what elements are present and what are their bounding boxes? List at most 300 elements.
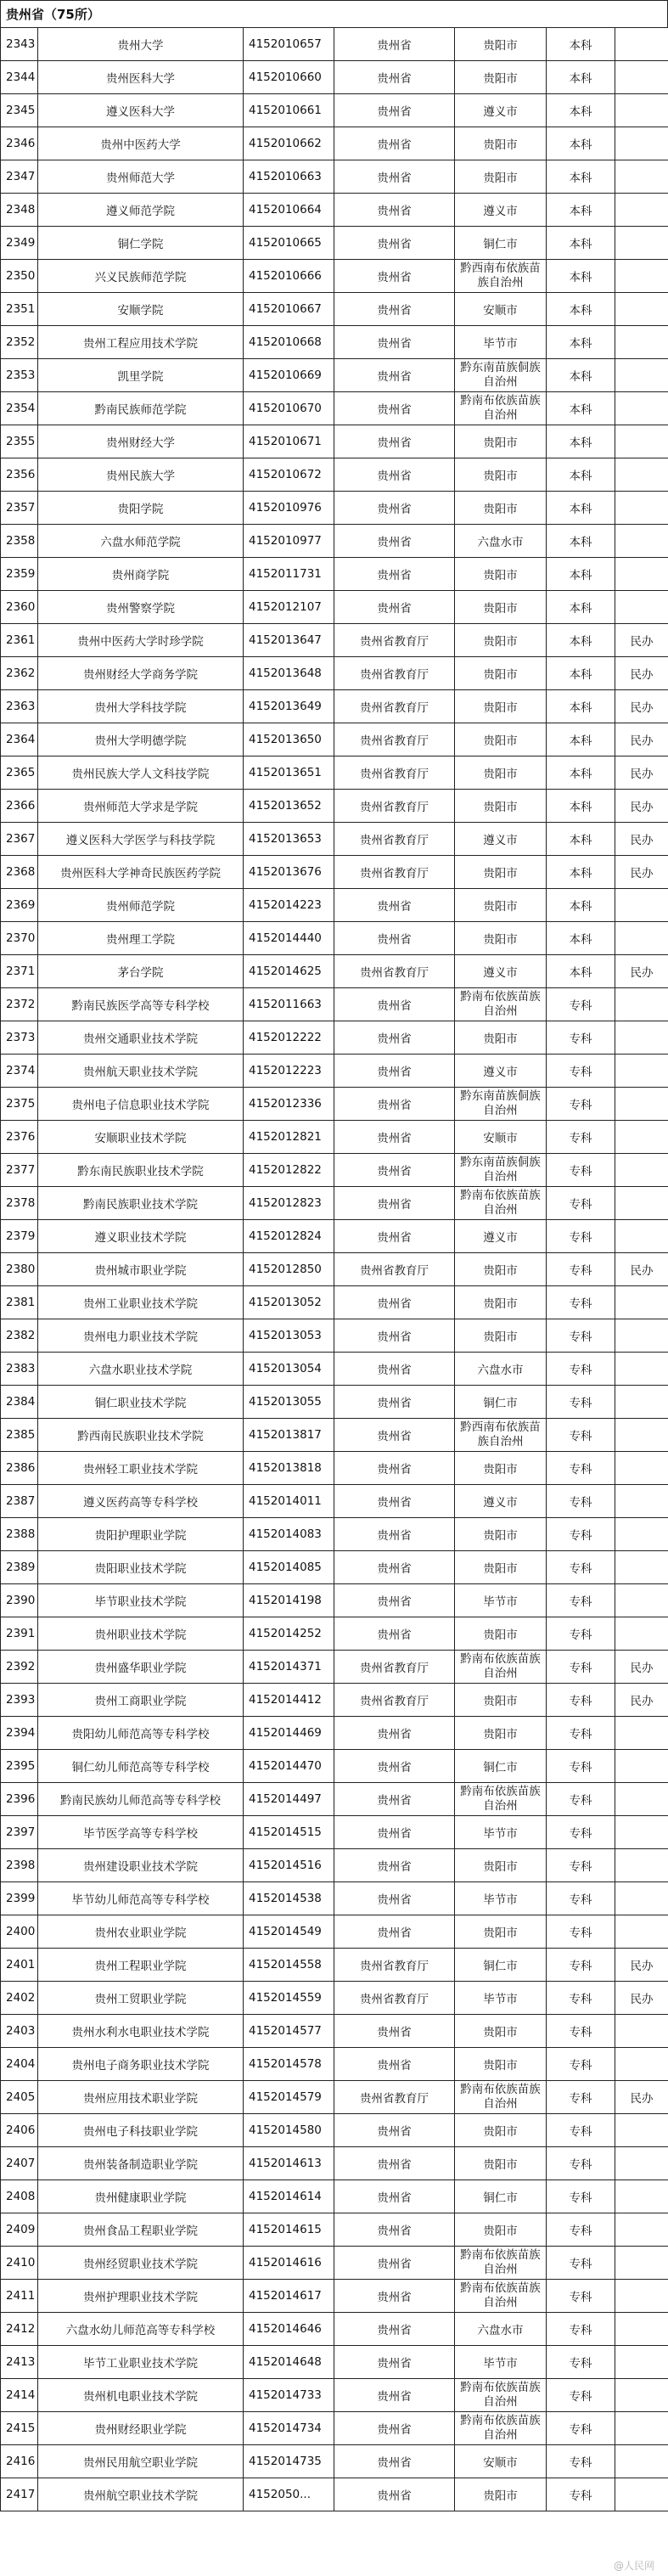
location-cell: 贵阳市 [455, 2478, 547, 2511]
school-name-cell: 贵州医科大学神奇民族医药学院 [38, 856, 244, 889]
remark-cell [615, 2412, 668, 2445]
remark-cell [615, 194, 668, 227]
row-number-cell: 2364 [1, 723, 38, 756]
authority-cell: 贵州省 [334, 1419, 455, 1452]
level-cell: 专科 [547, 1816, 615, 1849]
location-cell: 贵阳市 [455, 160, 547, 194]
authority-cell: 贵州省教育厅 [334, 756, 455, 790]
school-name-cell: 遵义医科大学 [38, 94, 244, 127]
remark-cell [615, 458, 668, 492]
remark-cell [615, 2280, 668, 2313]
table-row [1, 194, 668, 227]
school-name-cell: 铜仁幼儿师范高等专科学校 [38, 1750, 244, 1783]
table-row [1, 2048, 668, 2081]
table-row [1, 1485, 668, 1518]
level-cell: 专科 [547, 1121, 615, 1154]
location-cell: 贵阳市 [455, 1915, 547, 1949]
table-row [1, 1353, 668, 1386]
location-cell: 遵义市 [455, 823, 547, 856]
level-cell: 专科 [547, 2147, 615, 2180]
level-cell: 本科 [547, 955, 615, 988]
row-number-cell: 2359 [1, 558, 38, 591]
school-code-cell: 4152014617 [244, 2280, 334, 2313]
level-cell: 本科 [547, 359, 615, 392]
level-cell: 专科 [547, 1353, 615, 1386]
remark-cell [615, 1386, 668, 1419]
authority-cell: 贵州省 [334, 1915, 455, 1949]
location-cell: 黔南布依族苗族自治州 [455, 988, 547, 1021]
authority-cell: 贵州省 [334, 425, 455, 458]
school-name-cell: 贵州工程职业学院 [38, 1949, 244, 1982]
school-name-cell: 毕节职业技术学院 [38, 1584, 244, 1617]
location-cell: 贵阳市 [455, 61, 547, 94]
authority-cell: 贵州省 [334, 591, 455, 624]
table-row [1, 2081, 668, 2114]
row-number-cell: 2350 [1, 260, 38, 293]
row-number-cell: 2358 [1, 525, 38, 558]
school-code-cell: 4152011663 [244, 988, 334, 1021]
school-name-cell: 黔南民族幼儿师范高等专科学校 [38, 1783, 244, 1816]
school-code-cell: 4152014469 [244, 1717, 334, 1750]
school-code-cell: 4152013649 [244, 690, 334, 723]
location-cell: 贵阳市 [455, 624, 547, 657]
school-name-cell: 凯里学院 [38, 359, 244, 392]
school-name-cell: 铜仁学院 [38, 227, 244, 260]
row-number-cell: 2388 [1, 1518, 38, 1551]
school-name-cell: 贵州民族大学 [38, 458, 244, 492]
school-name-cell: 贵州师范学院 [38, 889, 244, 922]
row-number-cell: 2387 [1, 1485, 38, 1518]
school-code-cell: 4152013653 [244, 823, 334, 856]
remark-cell [615, 1088, 668, 1121]
school-name-cell: 贵州工商职业学院 [38, 1684, 244, 1717]
location-cell: 遵义市 [455, 955, 547, 988]
remark-cell [615, 1353, 668, 1386]
level-cell: 本科 [547, 94, 615, 127]
table-row [1, 260, 668, 293]
school-code-cell: 4152014648 [244, 2346, 334, 2379]
school-name-cell: 贵州商学院 [38, 558, 244, 591]
remark-cell [615, 2015, 668, 2048]
level-cell: 专科 [547, 2445, 615, 2478]
authority-cell: 贵州省教育厅 [334, 1949, 455, 1982]
remark-cell [615, 558, 668, 591]
remark-cell [615, 1717, 668, 1750]
level-cell: 专科 [547, 1617, 615, 1651]
school-code-cell: 4152010666 [244, 260, 334, 293]
row-number-cell: 2409 [1, 2213, 38, 2247]
school-code-cell: 4152013817 [244, 1419, 334, 1452]
level-cell: 专科 [547, 1783, 615, 1816]
location-cell: 铜仁市 [455, 227, 547, 260]
remark-cell [615, 1915, 668, 1949]
level-cell: 本科 [547, 492, 615, 525]
row-number-cell: 2372 [1, 988, 38, 1021]
row-number-cell: 2383 [1, 1353, 38, 1386]
row-number-cell: 2363 [1, 690, 38, 723]
authority-cell: 贵州省 [334, 127, 455, 160]
level-cell: 本科 [547, 160, 615, 194]
authority-cell: 贵州省 [334, 1121, 455, 1154]
school-name-cell: 贵州经贸职业技术学院 [38, 2247, 244, 2280]
school-name-cell: 六盘水职业技术学院 [38, 1353, 244, 1386]
table-row [1, 359, 668, 392]
authority-cell: 贵州省教育厅 [334, 1982, 455, 2015]
level-cell: 本科 [547, 61, 615, 94]
school-name-cell: 贵州大学明德学院 [38, 723, 244, 756]
school-name-cell: 遵义医科大学医学与科技学院 [38, 823, 244, 856]
school-name-cell: 贵州职业技术学院 [38, 1617, 244, 1651]
location-cell: 黔东南苗族侗族自治州 [455, 359, 547, 392]
remark-cell [615, 61, 668, 94]
table-row [1, 1816, 668, 1849]
table-row [1, 1882, 668, 1915]
school-code-cell: 4152010662 [244, 127, 334, 160]
remark-cell [615, 2346, 668, 2379]
school-name-cell: 贵阳学院 [38, 492, 244, 525]
remark-cell [615, 2379, 668, 2412]
authority-cell: 贵州省 [334, 1452, 455, 1485]
school-name-cell: 六盘水师范学院 [38, 525, 244, 558]
school-name-cell: 贵州护理职业技术学院 [38, 2280, 244, 2313]
school-name-cell: 兴义民族师范学院 [38, 260, 244, 293]
school-code-cell: 4152014646 [244, 2313, 334, 2346]
location-cell: 贵阳市 [455, 756, 547, 790]
row-number-cell: 2385 [1, 1419, 38, 1452]
location-cell: 安顺市 [455, 293, 547, 326]
authority-cell: 贵州省教育厅 [334, 1684, 455, 1717]
remark-cell: 民办 [615, 1253, 668, 1286]
table-row [1, 2147, 668, 2180]
table-row [1, 1154, 668, 1187]
level-cell: 本科 [547, 690, 615, 723]
level-cell: 本科 [547, 260, 615, 293]
school-code-cell: 4152010665 [244, 227, 334, 260]
table-row [1, 61, 668, 94]
school-code-cell: 4152014578 [244, 2048, 334, 2081]
level-cell: 本科 [547, 227, 615, 260]
school-name-cell: 贵州理工学院 [38, 922, 244, 955]
watermark: @人民网 [613, 2560, 654, 2572]
level-cell: 专科 [547, 988, 615, 1021]
table-row [1, 425, 668, 458]
row-number-cell: 2405 [1, 2081, 38, 2114]
authority-cell: 贵州省 [334, 988, 455, 1021]
table-row [1, 1452, 668, 1485]
school-name-cell: 安顺学院 [38, 293, 244, 326]
row-number-cell: 2357 [1, 492, 38, 525]
level-cell: 本科 [547, 194, 615, 227]
school-code-cell: 4152010664 [244, 194, 334, 227]
authority-cell: 贵州省教育厅 [334, 2081, 455, 2114]
school-code-cell: 4152014371 [244, 1651, 334, 1684]
row-number-cell: 2379 [1, 1220, 38, 1253]
location-cell: 贵阳市 [455, 28, 547, 61]
level-cell: 专科 [547, 1651, 615, 1684]
location-cell: 贵阳市 [455, 1617, 547, 1651]
table-row [1, 1187, 668, 1220]
authority-cell: 贵州省 [334, 2114, 455, 2147]
row-number-cell: 2412 [1, 2313, 38, 2346]
row-number-cell: 2344 [1, 61, 38, 94]
remark-cell [615, 1518, 668, 1551]
location-cell: 贵阳市 [455, 492, 547, 525]
authority-cell: 贵州省 [334, 1849, 455, 1882]
school-code-cell: 4152014734 [244, 2412, 334, 2445]
authority-cell: 贵州省教育厅 [334, 690, 455, 723]
school-code-cell: 4152014549 [244, 1915, 334, 1949]
row-number-cell: 2402 [1, 1982, 38, 2015]
school-code-cell: 4152014011 [244, 1485, 334, 1518]
school-code-cell: 4152014579 [244, 2081, 334, 2114]
level-cell: 专科 [547, 2015, 615, 2048]
table-row [1, 1684, 668, 1717]
school-code-cell: 4152012822 [244, 1154, 334, 1187]
location-cell: 遵义市 [455, 194, 547, 227]
school-name-cell: 遵义师范学院 [38, 194, 244, 227]
level-cell: 专科 [547, 2048, 615, 2081]
school-code-cell: 4152013818 [244, 1452, 334, 1485]
row-number-cell: 2353 [1, 359, 38, 392]
school-name-cell: 遵义职业技术学院 [38, 1220, 244, 1253]
authority-cell: 贵州省 [334, 2213, 455, 2247]
remark-cell [615, 1485, 668, 1518]
school-name-cell: 毕节幼儿师范高等专科学校 [38, 1882, 244, 1915]
table-row [1, 723, 668, 756]
school-table [0, 27, 668, 2511]
location-cell: 遵义市 [455, 1055, 547, 1088]
school-name-cell: 贵州大学科技学院 [38, 690, 244, 723]
school-name-cell: 贵州装备制造职业学院 [38, 2147, 244, 2180]
school-code-cell: 4152014616 [244, 2247, 334, 2280]
authority-cell: 贵州省 [334, 525, 455, 558]
school-code-cell: 4152014580 [244, 2114, 334, 2147]
level-cell: 本科 [547, 889, 615, 922]
school-code-cell: 4152010977 [244, 525, 334, 558]
authority-cell: 贵州省教育厅 [334, 657, 455, 690]
authority-cell: 贵州省 [334, 2445, 455, 2478]
location-cell: 贵阳市 [455, 889, 547, 922]
authority-cell: 贵州省 [334, 194, 455, 227]
authority-cell: 贵州省 [334, 1088, 455, 1121]
level-cell: 专科 [547, 1485, 615, 1518]
table-row [1, 1915, 668, 1949]
remark-cell [615, 260, 668, 293]
remark-cell [615, 889, 668, 922]
row-number-cell: 2410 [1, 2247, 38, 2280]
location-cell: 遵义市 [455, 1485, 547, 1518]
school-code-cell: 4152014198 [244, 1584, 334, 1617]
row-number-cell: 2392 [1, 1651, 38, 1684]
authority-cell: 贵州省 [334, 458, 455, 492]
level-cell: 专科 [547, 1518, 615, 1551]
school-code-cell: 4152014625 [244, 955, 334, 988]
row-number-cell: 2381 [1, 1286, 38, 1319]
level-cell: 专科 [547, 1717, 615, 1750]
school-name-cell: 铜仁职业技术学院 [38, 1386, 244, 1419]
row-number-cell: 2415 [1, 2412, 38, 2445]
school-name-cell: 黔西南民族职业技术学院 [38, 1419, 244, 1452]
remark-cell [615, 293, 668, 326]
level-cell: 专科 [547, 1849, 615, 1882]
school-code-cell: 4152013052 [244, 1286, 334, 1319]
remark-cell [615, 160, 668, 194]
remark-cell: 民办 [615, 955, 668, 988]
table-row [1, 94, 668, 127]
school-code-cell: 4152014516 [244, 1849, 334, 1882]
school-table-body [1, 28, 668, 2511]
level-cell: 专科 [547, 2379, 615, 2412]
location-cell: 贵阳市 [455, 1253, 547, 1286]
authority-cell: 贵州省教育厅 [334, 790, 455, 823]
school-name-cell: 贵州航空职业技术学院 [38, 2478, 244, 2511]
remark-cell [615, 2247, 668, 2280]
table-row [1, 1717, 668, 1750]
school-name-cell: 贵阳护理职业学院 [38, 1518, 244, 1551]
row-number-cell: 2361 [1, 624, 38, 657]
table-row [1, 326, 668, 359]
authority-cell: 贵州省 [334, 94, 455, 127]
school-name-cell: 贵阳职业技术学院 [38, 1551, 244, 1584]
authority-cell: 贵州省 [334, 1319, 455, 1353]
row-number-cell: 2374 [1, 1055, 38, 1088]
table-row [1, 1584, 668, 1617]
authority-cell: 贵州省 [334, 1617, 455, 1651]
authority-cell: 贵州省 [334, 2346, 455, 2379]
remark-cell [615, 2147, 668, 2180]
row-number-cell: 2365 [1, 756, 38, 790]
table-row [1, 1319, 668, 1353]
row-number-cell: 2378 [1, 1187, 38, 1220]
table-row [1, 2280, 668, 2313]
table-row [1, 1651, 668, 1684]
location-cell: 铜仁市 [455, 1949, 547, 1982]
level-cell: 专科 [547, 1253, 615, 1286]
location-cell: 安顺市 [455, 2445, 547, 2478]
location-cell: 贵阳市 [455, 2147, 547, 2180]
authority-cell: 贵州省 [334, 1353, 455, 1386]
level-cell: 专科 [547, 1154, 615, 1187]
remark-cell: 民办 [615, 2081, 668, 2114]
school-code-cell: 4152010669 [244, 359, 334, 392]
school-name-cell: 贵州健康职业学院 [38, 2180, 244, 2213]
location-cell: 毕节市 [455, 326, 547, 359]
authority-cell: 贵州省 [334, 1485, 455, 1518]
school-name-cell: 贵州警察学院 [38, 591, 244, 624]
school-code-cell: 4152014559 [244, 1982, 334, 2015]
location-cell: 安顺市 [455, 1121, 547, 1154]
school-code-cell: 4152010661 [244, 94, 334, 127]
location-cell: 毕节市 [455, 1816, 547, 1849]
school-code-cell: 4152014613 [244, 2147, 334, 2180]
table-row [1, 1220, 668, 1253]
authority-cell: 贵州省 [334, 1882, 455, 1915]
row-number-cell: 2369 [1, 889, 38, 922]
school-name-cell: 六盘水幼儿师范高等专科学校 [38, 2313, 244, 2346]
authority-cell: 贵州省 [334, 1187, 455, 1220]
remark-cell [615, 2313, 668, 2346]
school-name-cell: 毕节医学高等专科学校 [38, 1816, 244, 1849]
remark-cell [615, 1055, 668, 1088]
school-name-cell: 黔南民族职业技术学院 [38, 1187, 244, 1220]
authority-cell: 贵州省 [334, 1386, 455, 1419]
remark-cell: 民办 [615, 690, 668, 723]
row-number-cell: 2348 [1, 194, 38, 227]
level-cell: 本科 [547, 790, 615, 823]
school-name-cell: 安顺职业技术学院 [38, 1121, 244, 1154]
row-number-cell: 2403 [1, 2015, 38, 2048]
authority-cell: 贵州省 [334, 1750, 455, 1783]
location-cell: 黔南布依族苗族自治州 [455, 2412, 547, 2445]
location-cell: 黔南布依族苗族自治州 [455, 1651, 547, 1684]
remark-cell [615, 1121, 668, 1154]
table-row [1, 955, 668, 988]
school-name-cell: 茅台学院 [38, 955, 244, 988]
row-number-cell: 2393 [1, 1684, 38, 1717]
remark-cell [615, 1750, 668, 1783]
table-row [1, 1849, 668, 1882]
level-cell: 本科 [547, 657, 615, 690]
location-cell: 六盘水市 [455, 525, 547, 558]
row-number-cell: 2371 [1, 955, 38, 988]
table-row [1, 756, 668, 790]
authority-cell: 贵州省教育厅 [334, 856, 455, 889]
school-code-cell: 4152014614 [244, 2180, 334, 2213]
school-name-cell: 黔东南民族职业技术学院 [38, 1154, 244, 1187]
school-name-cell: 贵州财经职业学院 [38, 2412, 244, 2445]
school-name-cell: 贵州民用航空职业学院 [38, 2445, 244, 2478]
school-name-cell: 贵州应用技术职业学院 [38, 2081, 244, 2114]
table-row [1, 2313, 668, 2346]
row-number-cell: 2396 [1, 1783, 38, 1816]
row-number-cell: 2382 [1, 1319, 38, 1353]
school-name-cell: 贵州财经大学商务学院 [38, 657, 244, 690]
level-cell: 专科 [547, 2313, 615, 2346]
school-code-cell: 4152012223 [244, 1055, 334, 1088]
authority-cell: 贵州省 [334, 160, 455, 194]
table-row [1, 1783, 668, 1816]
remark-cell [615, 1849, 668, 1882]
location-cell: 贵阳市 [455, 922, 547, 955]
authority-cell: 贵州省 [334, 1551, 455, 1584]
remark-cell [615, 1187, 668, 1220]
location-cell: 贵阳市 [455, 2048, 547, 2081]
authority-cell: 贵州省 [334, 1783, 455, 1816]
table-row [1, 2015, 668, 2048]
level-cell: 专科 [547, 2081, 615, 2114]
level-cell: 专科 [547, 1452, 615, 1485]
authority-cell: 贵州省 [334, 392, 455, 425]
school-code-cell: 4152014515 [244, 1816, 334, 1849]
table-row [1, 889, 668, 922]
school-code-cell: 4152010668 [244, 326, 334, 359]
remark-cell [615, 28, 668, 61]
level-cell: 专科 [547, 2346, 615, 2379]
table-row [1, 790, 668, 823]
authority-cell: 贵州省 [334, 2247, 455, 2280]
level-cell: 本科 [547, 425, 615, 458]
location-cell: 贵阳市 [455, 1551, 547, 1584]
location-cell: 贵阳市 [455, 558, 547, 591]
location-cell: 毕节市 [455, 1982, 547, 2015]
school-code-cell: 4152010663 [244, 160, 334, 194]
authority-cell: 贵州省 [334, 1286, 455, 1319]
level-cell: 专科 [547, 1088, 615, 1121]
school-code-cell: 4152014085 [244, 1551, 334, 1584]
remark-cell [615, 2114, 668, 2147]
level-cell: 本科 [547, 558, 615, 591]
school-code-cell: 4152013676 [244, 856, 334, 889]
